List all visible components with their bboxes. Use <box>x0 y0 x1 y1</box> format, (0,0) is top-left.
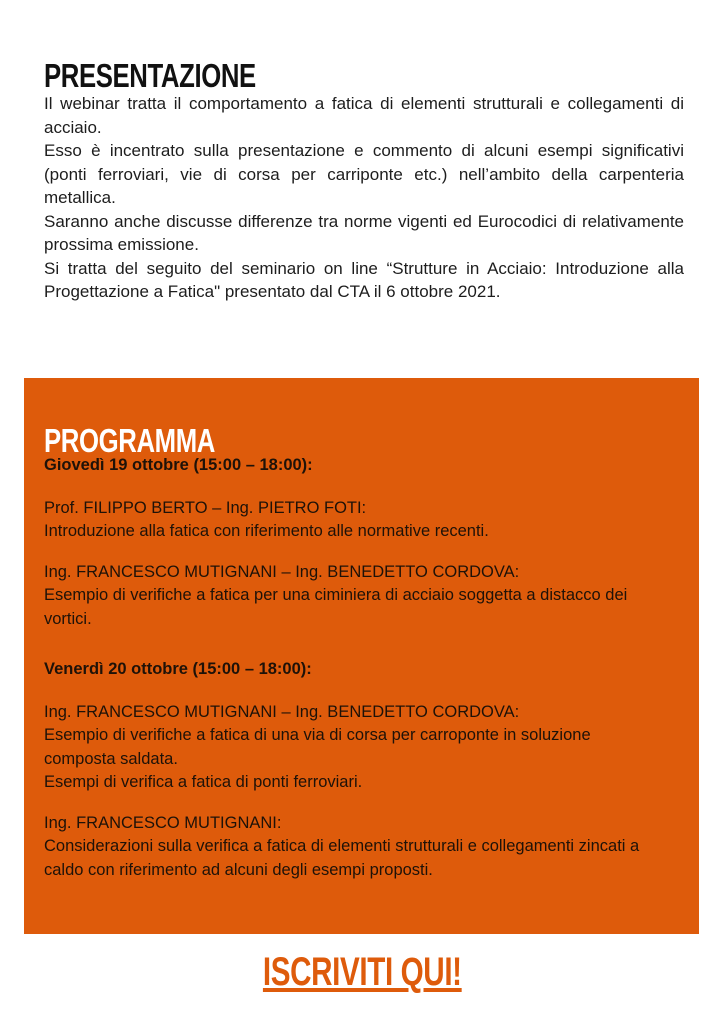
cta-container <box>0 946 724 998</box>
presentazione-paragraph: Esso è incentrato sulla presentazione e commento di alcuni esempi significativi (ponti ferroviari, vie di corsa per carriponte etc.) nell’ambito della carpenteria metallica. <box>44 141 684 207</box>
talk-item <box>44 497 684 544</box>
talk-description: Esempio di verifiche a fatica di una via di corsa per carroponte in soluzione composta saldata. <box>44 726 591 768</box>
presentazione-paragraph: Si tratta del seguito del seminario on line “Strutture in Acciaio: Introduzione alla Progettazione a Fatica" presentato dal CTA il 6 ottobre 2021. <box>44 258 684 301</box>
day-heading-giovedi: Giovedì 19 ottobre (15:00 – 18:00): <box>44 456 313 474</box>
talk-item <box>44 701 644 795</box>
talk-item <box>44 812 644 883</box>
talk-speakers: Ing. FRANCESCO MUTIGNANI – Ing. BENEDETTO CORDOVA: <box>44 702 520 721</box>
presentazione-paragraph: Saranno anche discusse differenze tra norme vigenti ed Eurocodici di relativamente prossima emissione. <box>44 211 684 254</box>
talk-speakers: Prof. FILIPPO BERTO – Ing. PIETRO FOTI: <box>44 498 367 517</box>
talk-speakers: Ing. FRANCESCO MUTIGNANI: <box>44 813 282 832</box>
register-link[interactable]: ISCRIVITI QUI! <box>262 950 462 994</box>
day-heading-venerdi: Venerdì 20 ottobre (15:00 – 18:00): <box>44 660 312 678</box>
presentazione-body <box>44 92 684 304</box>
programma-title: PROGRAMMA <box>44 422 215 460</box>
talk-description: Considerazioni sulla verifica a fatica di elementi strutturali e collegamenti zincati a caldo con riferimento ad alcuni degli esempi proposti. <box>44 837 640 879</box>
talk-description: Introduzione alla fatica con riferimento alle normative recenti. <box>44 522 489 540</box>
talk-item <box>44 561 644 632</box>
talk-description: Esempi di verifica a fatica di ponti ferroviari. <box>44 773 363 791</box>
talk-speakers: Ing. FRANCESCO MUTIGNANI – Ing. BENEDETTO CORDOVA: <box>44 562 520 581</box>
presentazione-paragraph: Il webinar tratta il comportamento a fatica di elementi strutturali e collegamenti di acciaio. <box>44 94 684 137</box>
talk-description: Esempio di verifiche a fatica per una ciminiera di acciaio soggetta a distacco dei vortici. <box>44 586 628 628</box>
programma-content <box>44 454 684 899</box>
presentazione-title: PRESENTAZIONE <box>44 57 256 95</box>
programma-section <box>24 378 699 934</box>
